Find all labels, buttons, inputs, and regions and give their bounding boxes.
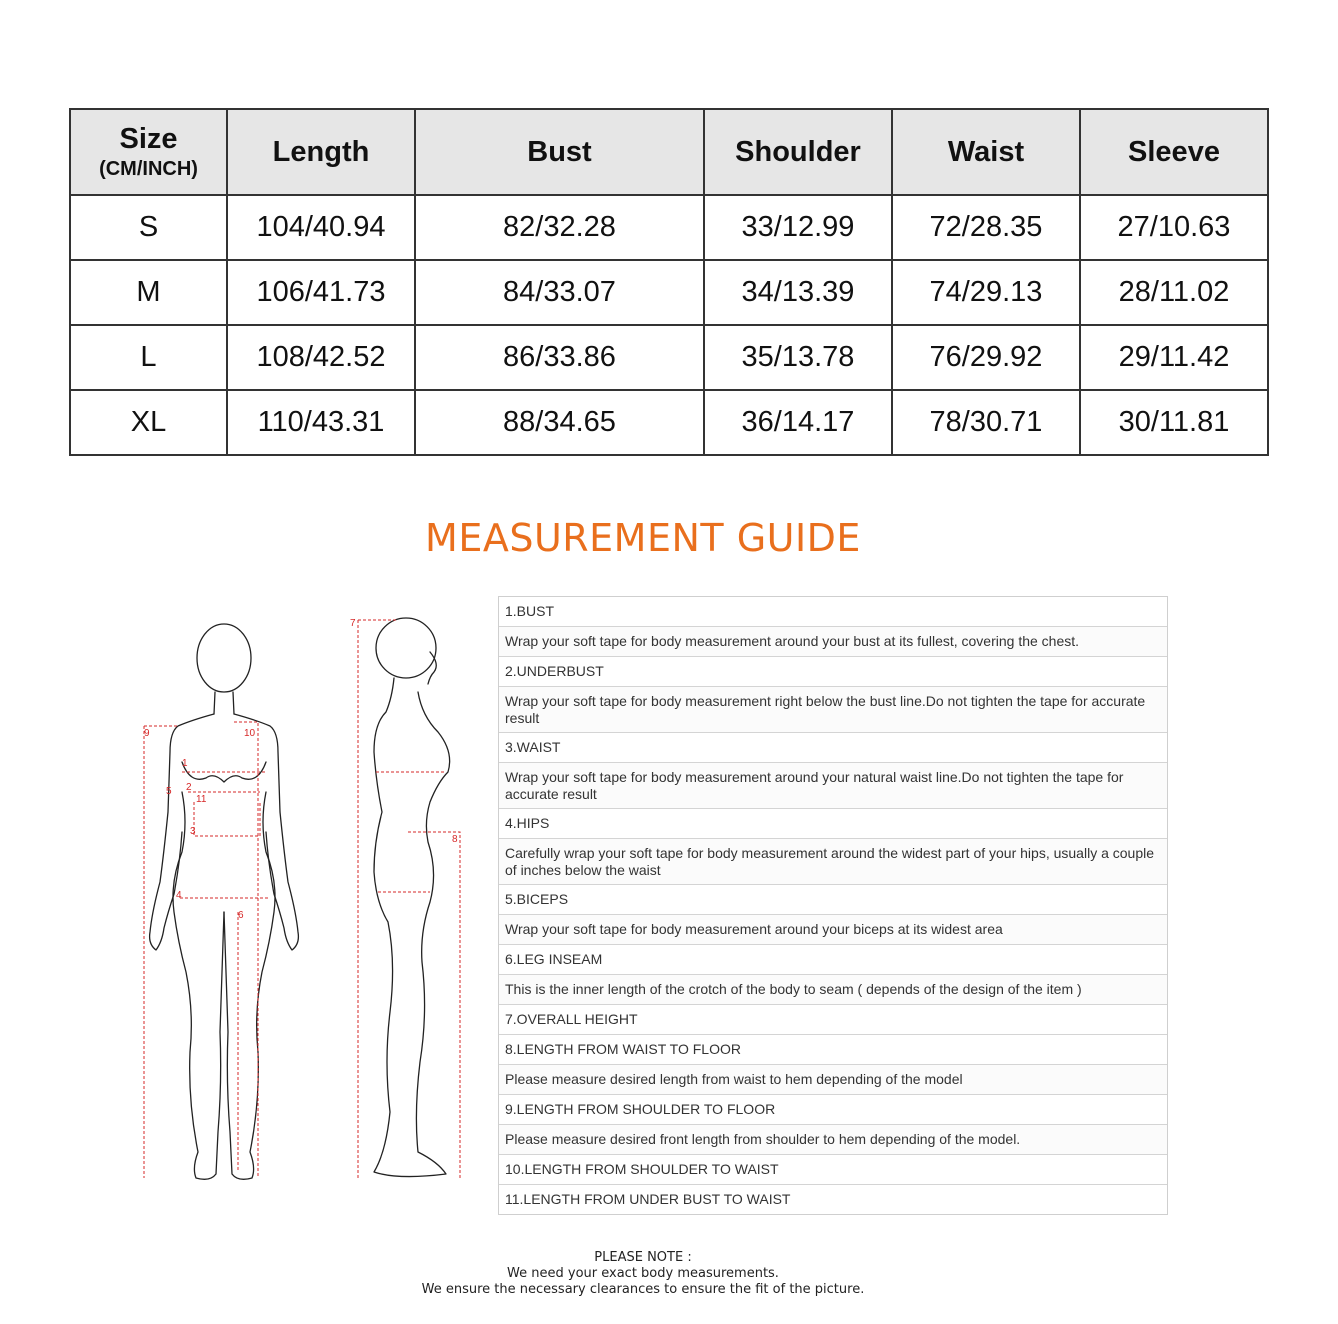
body-outline-illustration <box>138 612 478 1192</box>
header-size <box>70 109 227 195</box>
marker-8: 8 <box>452 834 458 845</box>
note-title: PLEASE NOTE : <box>594 1250 692 1265</box>
size-chart-table <box>69 108 1269 456</box>
cell-sleeve: 28/11.02 <box>1080 260 1268 325</box>
cell-length: 110/43.31 <box>227 390 415 455</box>
guide-text-shoulder-to-floor: Please measure desired front length from shoulder to hem depending of the model. <box>499 1125 1167 1155</box>
marker-2: 2 <box>186 782 192 793</box>
guide-heading-biceps: 5.BICEPS <box>499 885 1167 915</box>
cell-size: S <box>70 195 227 260</box>
measurement-guide-list <box>498 596 1168 1215</box>
cell-sleeve: 29/11.42 <box>1080 325 1268 390</box>
guide-text-waist-to-floor: Please measure desired length from waist to hem depending of the model <box>499 1065 1167 1095</box>
body-measurement-figure <box>138 612 478 1192</box>
guide-text-leg-inseam: This is the inner length of the crotch of the body to seam ( depends of the design of the item ) <box>499 975 1167 1005</box>
header-size-unit: (CM/INCH) <box>99 158 198 180</box>
cell-waist: 78/30.71 <box>892 390 1080 455</box>
marker-4: 4 <box>176 890 182 901</box>
guide-heading-shoulder-to-floor: 9.LENGTH FROM SHOULDER TO FLOOR <box>499 1095 1167 1125</box>
marker-1: 1 <box>182 758 188 769</box>
marker-6: 6 <box>238 910 244 921</box>
cell-waist: 74/29.13 <box>892 260 1080 325</box>
cell-bust: 86/33.86 <box>415 325 704 390</box>
cell-waist: 76/29.92 <box>892 325 1080 390</box>
header-length: Length <box>227 109 415 195</box>
cell-sleeve: 30/11.81 <box>1080 390 1268 455</box>
guide-text-waist: Wrap your soft tape for body measurement around your natural waist line.Do not tighten the tape for accurate result <box>499 763 1167 809</box>
guide-heading-bust: 1.BUST <box>499 597 1167 627</box>
cell-bust: 84/33.07 <box>415 260 704 325</box>
cell-length: 104/40.94 <box>227 195 415 260</box>
cell-waist: 72/28.35 <box>892 195 1080 260</box>
note-line-2: We ensure the necessary clearances to ensure the fit of the picture. <box>421 1282 865 1297</box>
cell-shoulder: 34/13.39 <box>704 260 892 325</box>
cell-length: 108/42.52 <box>227 325 415 390</box>
marker-9: 9 <box>144 728 150 739</box>
guide-heading-shoulder-to-waist: 10.LENGTH FROM SHOULDER TO WAIST <box>499 1155 1167 1185</box>
guide-heading-waist: 3.WAIST <box>499 733 1167 763</box>
note-line-1: We need your exact body measurements. <box>507 1266 779 1281</box>
header-shoulder: Shoulder <box>704 109 892 195</box>
cell-shoulder: 35/13.78 <box>704 325 892 390</box>
marker-3: 3 <box>190 826 196 837</box>
guide-heading-underbust-to-waist: 11.LENGTH FROM UNDER BUST TO WAIST <box>499 1185 1167 1214</box>
guide-heading-overall-height: 7.OVERALL HEIGHT <box>499 1005 1167 1035</box>
header-waist: Waist <box>892 109 1080 195</box>
cell-size: M <box>70 260 227 325</box>
table-row <box>70 195 1268 260</box>
guide-heading-underbust: 2.UNDERBUST <box>499 657 1167 687</box>
cell-size: L <box>70 325 227 390</box>
please-note <box>0 1250 1286 1298</box>
header-sleeve: Sleeve <box>1080 109 1268 195</box>
header-size-label: Size <box>119 123 178 155</box>
marker-11: 11 <box>196 794 207 805</box>
cell-shoulder: 36/14.17 <box>704 390 892 455</box>
marker-7: 7 <box>350 618 356 629</box>
header-bust: Bust <box>415 109 704 195</box>
cell-length: 106/41.73 <box>227 260 415 325</box>
guide-text-hips: Carefully wrap your soft tape for body measurement around the widest part of your hips, usually a couple of inches below the waist <box>499 839 1167 885</box>
cell-shoulder: 33/12.99 <box>704 195 892 260</box>
guide-text-biceps: Wrap your soft tape for body measurement around your biceps at its widest area <box>499 915 1167 945</box>
table-row <box>70 325 1268 390</box>
guide-text-bust: Wrap your soft tape for body measurement around your bust at its fullest, covering the chest. <box>499 627 1167 657</box>
cell-bust: 88/34.65 <box>415 390 704 455</box>
guide-text-underbust: Wrap your soft tape for body measurement right below the bust line.Do not tighten the tape for accurate result <box>499 687 1167 733</box>
guide-title: MEASUREMENT GUIDE <box>425 516 861 560</box>
marker-5: 5 <box>166 786 172 797</box>
guide-heading-waist-to-floor: 8.LENGTH FROM WAIST TO FLOOR <box>499 1035 1167 1065</box>
cell-sleeve: 27/10.63 <box>1080 195 1268 260</box>
size-chart-header-row <box>70 109 1268 195</box>
cell-bust: 82/32.28 <box>415 195 704 260</box>
guide-heading-leg-inseam: 6.LEG INSEAM <box>499 945 1167 975</box>
guide-heading-hips: 4.HIPS <box>499 809 1167 839</box>
table-row <box>70 390 1268 455</box>
table-row <box>70 260 1268 325</box>
cell-size: XL <box>70 390 227 455</box>
marker-10: 10 <box>244 728 256 739</box>
